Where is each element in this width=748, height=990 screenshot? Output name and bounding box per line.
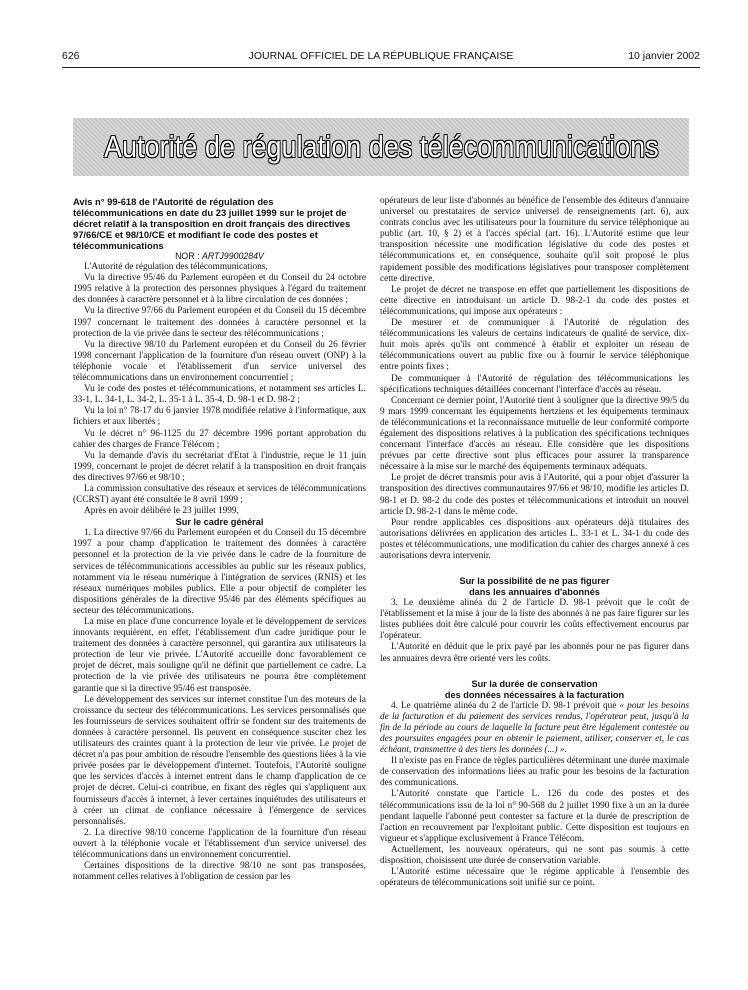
page-number: 626	[62, 50, 80, 62]
paragraph: Vu la directive 98/10 du Parlement européen et du Conseil du 26 février 1998 concernant l'application de la fourniture d'un réseau ouvert (ONP) à la téléphonie vocale et l'établissement d'un service universel des télécommunications dans un environnement concurrentiel ;	[73, 339, 366, 384]
paragraph: Après en avoir délibéré le 23 juillet 1999,	[84, 506, 239, 517]
nor-label: NOR :	[175, 251, 200, 261]
page-header	[62, 50, 700, 64]
paragraph: L'Autorité constate que l'article L. 126 du code des postes et des télécommunications issu de la loi n° 90-568 du 2 juillet 1990 fixe à un an la durée pendant laquelle l'abonné peut contester sa facture et la durée de prescription de l'action en recouvrement par l'exploitant public. Cette disposition est toujours en vigueur et s'applique exclusivement à France Télécom.	[380, 789, 689, 844]
paragraph: Vu la directive 95/46 du Parlement européen et du Conseil du 24 octobre 1995 relative à la protection des personnes physiques à l'égard du traitement des données à caractère personnel et à la libre circulation de ces données ;	[73, 273, 366, 306]
header-rule	[62, 67, 700, 68]
nor-code: ARTJ9900284V	[201, 251, 264, 261]
paragraph: 3. Le deuxième alinéa du 2 de l'article D. 98-1 prévoit que le coût de l'établissement et la mise à jour de la liste des abonnés à ne pas faire figurer sur les listes publiées doit être calculé pour couvrir les coûts effectivement encourus par l'opérateur.	[380, 598, 689, 642]
avis-title: Avis n° 99-618 de l'Autorité de régulation des télécommunications en date du 23 juillet 1999 sur le projet de décret relatif à la transposition en droit français des directives 97/66/CE et 98/10/CE et modifiant le code des postes et télécommunications	[73, 196, 351, 251]
section-heading-line: des données nécessaires à la facturation	[444, 689, 625, 700]
paragraph: Certaines dispositions de la directive 98/10 ne sont pas transposées, notamment celles relatives à l'obligation de cession par les	[73, 861, 366, 883]
quoted-text: « pour les besoins de la facturation et du paiement des services rendus, l'opérateur peut, jusqu'à la fin de la période au cours de laquelle la facture peut être légalement contestée ou des poursuites engagées pour en obtenir le paiement, utiliser, conserver et, le cas échéant, transmettre à des tiers les données (...) ».	[380, 700, 690, 756]
section-heading	[73, 517, 366, 528]
paragraph: Vu la directive 97/66 du Parlement européen et du Conseil du 15 décembre 1997 concernant le traitement des données à caractère personnel et la protection de la vie privée dans le secteur des télécommunications ;	[73, 306, 366, 339]
paragraph-start: 4. Le quatrième alinéa du 2 de l'article D. 98-1 prévoit que	[391, 700, 617, 711]
journal-title: JOURNAL OFFICIEL DE LA RÉPUBLIQUE FRANÇAISE	[248, 50, 514, 62]
section-heading-line: Sur la possibilité de ne pas figurer	[459, 576, 610, 587]
section-heading	[380, 576, 689, 598]
paragraph: L'Autorité en déduit que le prix payé par les abonnés pour ne pas figurer dans les annuaires devra être orienté vers les coûts.	[380, 642, 689, 664]
paragraph: De communiquer à l'Autorité de régulation des télécommunications les spécifications techniques détaillées concernant l'interface d'accès au réseau.	[380, 373, 689, 395]
paragraph: La commission consultative des réseaux et services de télécommunications (CCRST) ayant été consultée le 8 avril 1999 ;	[73, 483, 366, 506]
paragraph: Concernant ce dernier point, l'Autorité tient à souligner que la directive 99/5 du 9 mars 1999 concernant les équipements hertziens et les équipements terminaux de télécommunications et la reconnaissance mutuelle de leur conformité comporte également des dispositions relatives à la publication des spécifications techniques concernant l'interface d'accès au réseau. Elle considère que les dispositions prévues par cette directive sont plus efficaces pour assurer la transparence nécessaire à la mise sur le marché des équipements terminaux adéquats.	[380, 395, 689, 473]
paragraph: La mise en place d'une concurrence loyale et le développement de services innovants requièrent, en effet, l'établissement d'un cadre juridique pour le traitement des données à caractère personnel, qui garantira aux utilisateurs la protection de leur vie privée. L'Autorité accueille donc favorablement ce projet de décret, mais souligne qu'il ne définit que partiellement ce cadre. La protection de la vie privée des utilisateurs ne pourra être complètement garantie que si la directive 95/46 est transposée.	[73, 617, 366, 694]
paragraph: De mesurer et de communiquer à l'Autorité de régulation des télécommunications les valeurs de certains indicateurs de qualité de service, dix-huit mois après qu'ils ont commencé à établir et exploiter un réseau de télécommunications ouvert au public fixe ou à fournir le service téléphonique entre points fixes ;	[380, 318, 689, 373]
paragraph: Actuellement, les nouveaux opérateurs, qui ne sont pas soumis à cette disposition, choisissent une durée de conservation variable.	[380, 844, 689, 866]
paragraph: Vu la demande d'avis du secrétariat d'Etat à l'industrie, reçue le 11 juin 1999, concernant le projet de décret relatif à la transposition en droit français des directives 97/66 et 98/10 ;	[73, 450, 366, 483]
section-heading-line: Sur le cadre général	[175, 517, 264, 528]
paragraph: L'Autorité estime nécessaire que le régime applicable à l'ensemble des opérateurs de télécommunications soit unifié sur ce point.	[380, 867, 689, 889]
section-heading	[380, 679, 689, 701]
paragraph: Le projet de décret transmis pour avis à l'Autorité, qui a pour objet d'assurer la transposition des directives communautaires 97/66 et 98/10, modifie les articles D. 98-1 et D. 98-2 du code des postes et télécommunications et introduit un nouvel article D. 98-2-1 dans le même code.	[380, 473, 689, 517]
paragraph: Il n'existe pas en France de règles particulières déterminant une durée maximale de conservation des informations liées au trafic pour les besoins de la facturation des communications.	[380, 756, 689, 789]
paragraph: 2. La directive 98/10 concerne l'application de la fourniture d'un réseau ouvert à la téléphonie vocale et l'établissement d'un service universel des télécommunications dans un environnement concurrentiel.	[73, 827, 366, 860]
paragraph: Le développement des services sur internet constitue l'un des moteurs de la croissance du secteur des télécommunications. Les services personnalisés que les fournisseurs de services souhaitent offrir se fondent sur des traitements de données à caractère personnel. Ils peuvent en conséquence susciter chez les utilisateurs des craintes quant à la protection de leur vie privée. Le projet de décret n'a pas pour ambition de résoudre l'ensemble des questions liées à la vie privée posées par le développement d'internet. Toutefois, l'Autorité souligne que les services d'accès à internet entrent dans le champ d'application de ce projet de décret. Celui-ci contribue, en fixant des règles qui s'appliquent aux fournisseurs d'accès à internet, à lever certaines inquiétudes des utilisateurs et à créer un climat de confiance nécessaire à l'émergence de services personnalisés.	[73, 694, 366, 827]
paragraph: Vu le code des postes et télécommunications, et notamment ses articles L. 33-1, L. 34-1, L. 34-2, L. 35-1 à L. 35-4, D. 98-1 et D. 98-2 ;	[73, 384, 366, 406]
banner-title: Autorité de régulation des télécommunications	[103, 129, 659, 164]
paragraph: Vu le décret n° 96-1125 du 27 décembre 1996 portant approbation du cahier des charges de France Télécom ;	[73, 428, 366, 450]
paragraph: Vu la loi n° 78-17 du 6 janvier 1978 modifiée relative à l'informatique, aux fichiers et aux libertés ;	[73, 406, 366, 428]
paragraph: L'Autorité de régulation des télécommunications,	[84, 262, 268, 273]
paragraph: opérateurs de leur liste d'abonnés au bénéfice de l'ensemble des éditeurs d'annuaire universel ou prestataires de service universel de renseignements (art. 6), aux contrats conclus avec les utilisateurs pour la fourniture du service téléphonique au public (art. 10, § 2) et à l'accès spécial (art. 16). L'Autorité estime que leur transposition nécessite une modification législative du code des postes et télécommunications et, en conséquence, souhaite qu'il soit proposé le plus rapidement possible des modifications législatives pour transposer complètement cette directive.	[380, 196, 689, 284]
section-heading-line: Sur la durée de conservation	[471, 678, 598, 689]
paragraph: 1. La directive 97/66 du Parlement européen et du Conseil du 15 décembre 1997 a pour champ d'application le traitement des données à caractère personnel et la protection de la vie privée dans le cadre de la fourniture de services de télécommunications accessibles au public sur les réseaux publics, notamment via le réseau numérique à l'intégration de services (RNIS) et les réseaux numériques mobiles publics. Elle a pour objectif de compléter les dispositions générales de la directive 95/46 par des éléments spécifiques au secteur des télécommunications.	[73, 528, 366, 616]
section-heading-line: dans les annuaires d'abonnés	[469, 587, 600, 598]
paragraph: Le projet de décret ne transpose en effet que partiellement les dispositions de cette directive en introduisant un article D. 98-2-1 du code des postes et télécommunications, qui impose aux opérateurs :	[380, 284, 689, 317]
right-column	[380, 196, 689, 889]
nor-reference	[73, 251, 366, 262]
paragraph: Pour rendre applicables ces dispositions aux opérateurs déjà titulaires des autorisations délivrées en application des articles L. 33-1 et L. 34-1 du code des postes et télécommunications, une modification du cahier des charges annexé à ces autorisations devra intervenir.	[380, 517, 689, 561]
section-banner	[73, 118, 689, 176]
left-column	[73, 196, 366, 883]
publication-date: 10 janvier 2002	[628, 50, 700, 62]
paragraph	[380, 701, 689, 756]
